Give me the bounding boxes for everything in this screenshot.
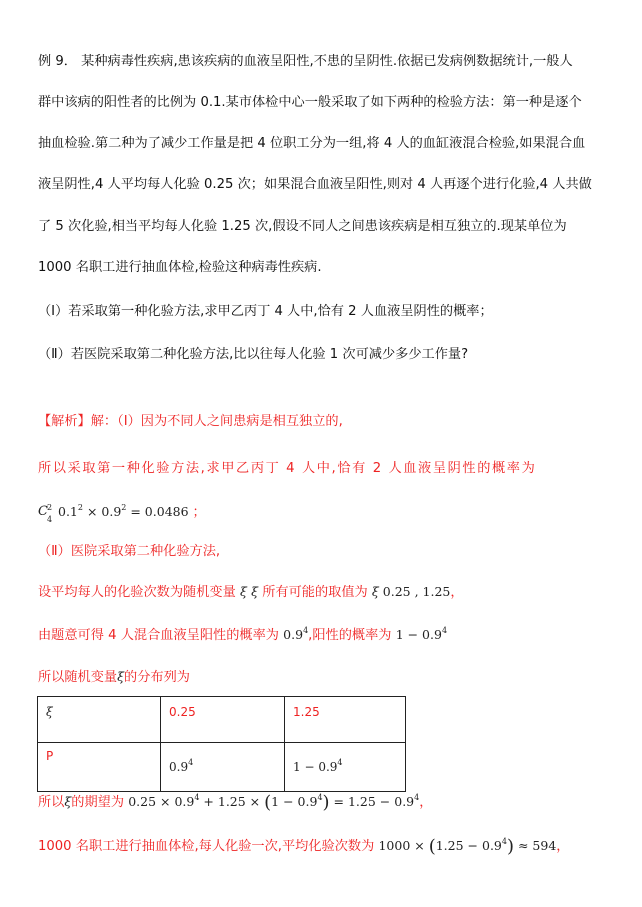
- question-2: （Ⅱ）若医院采取第二种化验方法,比以往每人化验 1 次可减少多少工作量?: [38, 347, 469, 362]
- problem-line-5: 了 5 次化验,相当平均每人化验 1.25 次,假设不同人之间患该疾病是相互独立的.现某单位为: [38, 219, 567, 234]
- probability-formula: C 2 4 $0.1^2 \times 0.9^2 = 0.0486$: [38, 503, 189, 524]
- analysis-intro: 解：（Ⅰ）因为不同人之间患病是相互独立的,: [90, 414, 343, 429]
- solution-line-4: 设平均每人的化验次数为随机变量 ξ ξ 所有可能的取值为 ξ 0.25 , 1.25，: [38, 584, 464, 600]
- table-cell: ξ: [38, 697, 161, 743]
- solution-line-7: 所以ξ的期望为 $0.25 \times 0.9^4 + 1.25 \times (1 - 0.9^4) = 1.25 - 0.9^4$，: [38, 792, 433, 813]
- problem-line-4: 液呈阴性,4 人平均每人化验 0.25 次；如果混合血液呈阳性,则对 4 人再逐个进行化验,4 人共做: [38, 177, 592, 192]
- solution-line-8: 1000 名职工进行抽血体检,每人化验一次,平均化验次数为 $1000 \times (1.25 - 0.9^4) \approx 594$，: [38, 836, 570, 857]
- combination-symbol: C 2 4: [38, 503, 53, 524]
- solution-line-3: （Ⅱ）医院采取第二种化验方法,: [38, 544, 221, 559]
- distribution-table: [37, 696, 406, 792]
- problem-line-6: 1000 名职工进行抽血体检,检验这种病毒性疾病.: [38, 260, 322, 275]
- question-1: （Ⅰ）若采取第一种化验方法,求甲乙丙丁 4 人中,恰有 2 人血液呈阴性的概率；: [38, 304, 493, 319]
- solution-line-5: 由题意可得 4 人混合血液呈阳性的概率为 $0.9^4$,阳性的概率为 $1 - 0.9^4$: [38, 626, 448, 643]
- problem-line-2: 群中该病的阳性者的比例为 0.1.某市体检中心一般采取了如下两种的检验方法：第一种是逐个: [38, 95, 582, 110]
- table-cell: 0.25: [161, 697, 285, 743]
- table-cell: $1 - 0.9^4$: [285, 743, 406, 792]
- table-row: [38, 743, 406, 792]
- table-row: [38, 697, 406, 743]
- average-formula: $1000 \times (1.25 - 0.9^4) \approx 594$: [378, 836, 557, 857]
- table-cell: P: [38, 743, 161, 792]
- solution-line-6: 所以随机变量ξ的分布列为: [38, 669, 190, 685]
- solution-line-2: C 2 4 $0.1^2 \times 0.9^2 = 0.0486$ ；: [38, 503, 206, 524]
- solution-header: [38, 412, 614, 432]
- problem-line-1: 例 9． 某种病毒性疾病,患该疾病的血液呈阳性,不患的呈阴性.依据已发病例数据统计,一般人: [38, 54, 573, 69]
- table-cell: $0.9^4$: [161, 743, 285, 792]
- expectation-formula: $0.25 \times 0.9^4 + 1.25 \times (1 - 0.9^4) = 1.25 - 0.9^4$: [128, 792, 420, 813]
- problem-line-3: 抽血检验.第二种为了减少工作量是把 4 位职工分为一组,将 4 人的血缸液混合检验,如果混合血: [38, 136, 586, 151]
- solution-line-1: 所以采取第一种化验方法,求甲乙丙丁 4 人中,恰有 2 人血液呈阴性的概率为: [38, 461, 537, 476]
- table-cell: 1.25: [285, 697, 406, 743]
- analysis-tag: 【解析】: [38, 414, 91, 429]
